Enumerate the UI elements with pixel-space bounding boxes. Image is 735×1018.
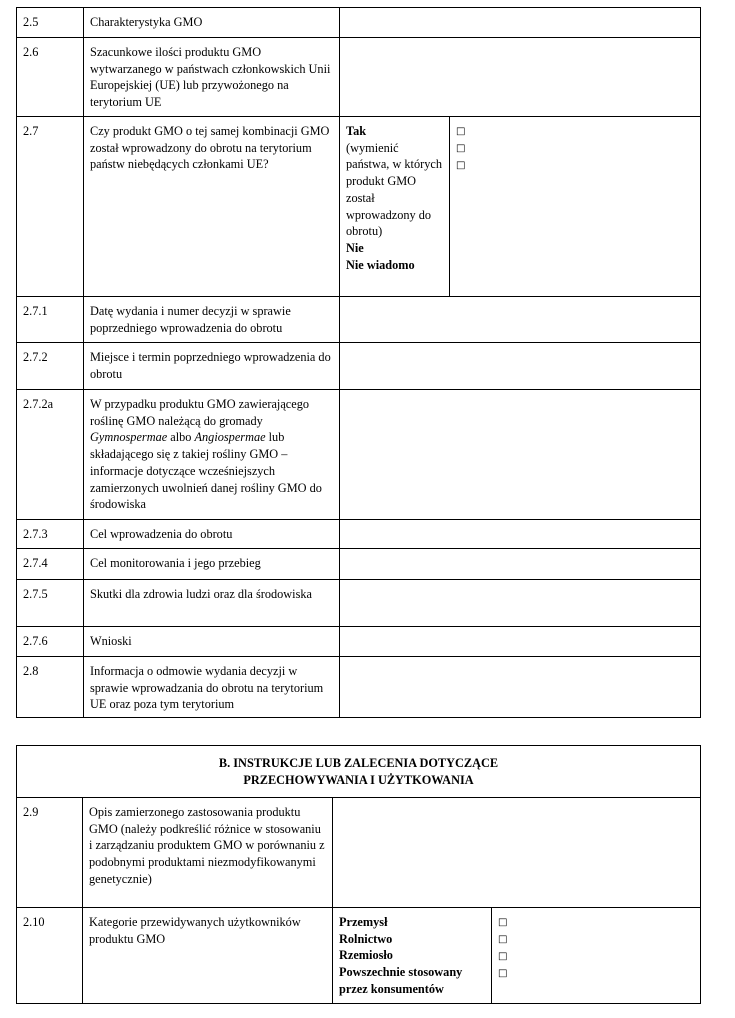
table-row [17, 657, 701, 718]
table-row [17, 117, 701, 297]
row-number: 2.7.3 [17, 520, 84, 549]
row-number: 2.7.1 [17, 297, 84, 343]
table-row [17, 390, 701, 520]
row-number: 2.8 [17, 657, 84, 718]
table-row [17, 746, 701, 798]
row-description: Informacja o odmowie wydania decyzji w sprawie wprowadzania do obrotu na terytorium UE oraz poza tym terytorium [84, 657, 340, 718]
answer-field[interactable] [340, 580, 701, 627]
row-description [84, 390, 340, 520]
row-number: 2.7.5 [17, 580, 84, 627]
answer-field[interactable] [333, 798, 701, 908]
checkbox-column [492, 908, 701, 1004]
option-rolnictwo-label: Rolnictwo [339, 931, 393, 946]
answer-field[interactable] [340, 627, 701, 657]
row-number: 2.7 [17, 117, 84, 297]
description-part: W przypadku produktu GMO zawierającego roślinę GMO należącą do gromady [90, 397, 309, 428]
row-number: 2.7.4 [17, 549, 84, 580]
section-b-title-line1: B. INSTRUKCJE LUB ZALECENIA DOTYCZĄCE [218, 756, 499, 770]
answer-field[interactable] [340, 390, 701, 520]
option-tak-note: (wymienić państwa, w których produkt GMO został wprowadzony do obrotu) [346, 140, 442, 239]
table-row [17, 297, 701, 343]
row-description: Wnioski [84, 627, 340, 657]
row-description: Miejsce i termin poprzedniego wprowadzenia do obrotu [84, 343, 340, 390]
taxon-gymnospermae: Gymnospermae [90, 430, 168, 445]
table-row [17, 8, 701, 38]
section-a-table [16, 7, 701, 718]
row-description: Kategorie przewidywanych użytkowników produktu GMO [83, 908, 333, 1004]
table-row [17, 549, 701, 580]
option-konsumenci-label: Powszechnie stosowany przez konsumentów [339, 965, 463, 996]
section-b-title-line2: PRZECHOWYWANIA I UŻYTKOWANIA [243, 772, 474, 787]
row-number: 2.6 [17, 38, 84, 117]
table-row [17, 798, 701, 908]
row-description: Cel wprowadzenia do obrotu [84, 520, 340, 549]
answer-field[interactable] [340, 520, 701, 549]
row-description: Cel monitorowania i jego przebieg [84, 549, 340, 580]
checkbox-tak[interactable]: □ [456, 126, 466, 137]
description-part: lub składającego się z takiej rośliny GMO – informacje dotyczące wcześniejszych zamierzonych uwolnień danej rośliny GMO do środowiska [90, 430, 322, 512]
row-number: 2.7.2a [17, 390, 84, 520]
checkbox-konsumenci[interactable]: □ [498, 968, 508, 979]
section-b-title [17, 746, 701, 798]
table-row [17, 520, 701, 549]
row-number: 2.10 [17, 908, 83, 1004]
row-number: 2.5 [17, 8, 84, 38]
answer-field[interactable] [340, 343, 701, 390]
option-przemysl-label: Przemysł [339, 915, 388, 929]
row-number: 2.7.6 [17, 627, 84, 657]
checkbox-rzemioslo[interactable]: □ [498, 951, 508, 962]
option-tak-label: Tak [346, 124, 367, 138]
row-description: Szacunkowe ilości produktu GMO wytwarzanego w państwach członkowskich Unii Europejskiej (UE) lub przywożonego na terytorium UE [84, 38, 340, 117]
row-number: 2.9 [17, 798, 83, 908]
option-rzemioslo-label: Rzemiosło [339, 948, 393, 963]
answer-field[interactable] [340, 549, 701, 580]
answer-field[interactable] [340, 297, 701, 343]
row-description: Opis zamierzonego zastosowania produktu GMO (należy podkreślić różnice w stosowaniu i zarządzaniu produktem GMO w porównaniu z podobnymi produktami niezmodyfikowanymi genetycznie) [83, 798, 333, 908]
taxon-angiospermae: Angiospermae [194, 430, 266, 445]
row-description: Skutki dla zdrowia ludzi oraz dla środowiska [84, 580, 340, 627]
table-row [17, 343, 701, 390]
option-labels [340, 117, 450, 297]
row-number: 2.7.2 [17, 343, 84, 390]
row-description: Datę wydania i numer decyzji w sprawie poprzedniego wprowadzenia do obrotu [84, 297, 340, 343]
checkbox-column [450, 117, 701, 297]
option-nie-label: Nie [346, 241, 364, 256]
answer-field[interactable] [340, 38, 701, 117]
row-description: Czy produkt GMO o tej samej kombinacji GMO został wprowadzony do obrotu na terytorium państw niebędących członkami UE? [84, 117, 340, 297]
answer-field[interactable] [340, 657, 701, 718]
option-labels [333, 908, 492, 1004]
row-description: Charakterystyka GMO [84, 8, 340, 38]
table-row [17, 38, 701, 117]
checkbox-nie-wiadomo[interactable]: □ [456, 160, 466, 171]
table-row [17, 580, 701, 627]
checkbox-przemysl[interactable]: □ [498, 917, 508, 928]
table-row [17, 627, 701, 657]
table-row [17, 908, 701, 1004]
checkbox-nie[interactable]: □ [456, 143, 466, 154]
description-part: albo [167, 430, 195, 445]
answer-field[interactable] [340, 8, 701, 38]
section-b-table [16, 745, 701, 1004]
checkbox-rolnictwo[interactable]: □ [498, 934, 508, 945]
option-nie-wiadomo-label: Nie wiadomo [346, 257, 415, 272]
